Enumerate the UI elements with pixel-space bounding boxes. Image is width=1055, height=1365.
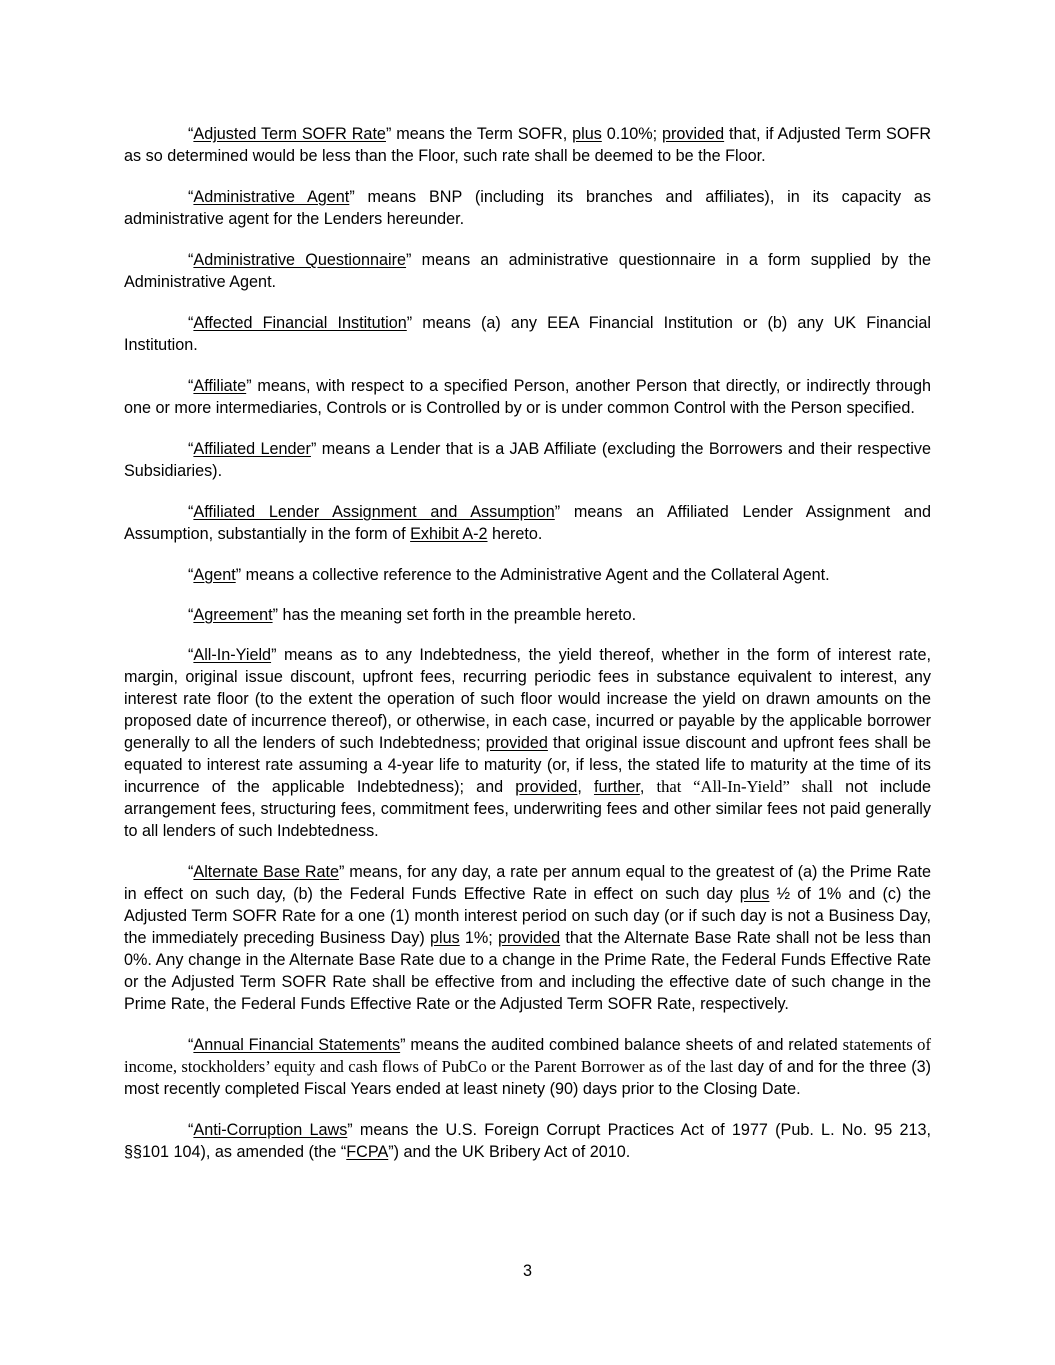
defined-term: Alternate Base Rate: [193, 863, 340, 881]
definition-all-in-yield: “All-In-Yield” means as to any Indebtedness, the yield thereof, whether in the form of interest rate, margin, original issue discount, upfront fees, recurring periodic fees in substance equivalent to interest, any interest rate floor (to the extent the operation of such floor would increase the yield on drawn amounts on the proposed date of incurrence thereof), or otherwise, in each case, incurred or payable by the applicable borrower generally to all the lenders of such Indebtedness; provided that original issue discount and upfront fees shall be equated to interest rate assuming a 4-year life to maturity (or, if less, the stated life to maturity at the time of its incurrence of the applicable Indebtedness); and provided, further, that “All-In-Yield” shall not include arrangement fees, structuring fees, commitment fees, underwriting fees and other similar fees not paid generally to all lenders of such Indebtedness.: [124, 646, 932, 840]
definition-affiliated-lender: “Affiliated Lender” means a Lender that is a JAB Affiliate (excluding the Borrowers and their respective Subsidiaries).: [124, 440, 931, 480]
defined-term: Affiliate: [193, 377, 247, 395]
definition-affiliated-lender-assignment: “Affiliated Lender Assignment and Assumption” means an Affiliated Lender Assignment and Assumption, substantially in the form of Exhibit A-2 hereto.: [124, 503, 931, 543]
page-number: 3: [522, 1262, 532, 1280]
definition-agent: “Agent” means a collective reference to the Administrative Agent and the Collateral Agent.: [188, 566, 830, 584]
exhibit-reference: Exhibit A-2: [410, 525, 488, 543]
defined-term: Administrative Questionnaire: [193, 251, 407, 269]
definition-annual-financial-statements: “Annual Financial Statements” means the audited combined balance sheets of and related statements of income, stockholders’ equity and cash flows of PubCo or the Parent Borrower as of the last day of and for the three (3) most recently completed Fiscal Years ended at least ninety (90) days prior to the Closing Date.: [124, 1035, 931, 1098]
definition-alternate-base-rate: “Alternate Base Rate” means, for any day, a rate per annum equal to the greatest of (a) the Prime Rate in effect on such day, (b) the Federal Funds Effective Rate in effect on such day plus ½ of 1% and (c) the Adjusted Term SOFR Rate for a one (1) month interest period on such day (or if such day is not a Business Day, the immediately preceding Business Day) plus 1%; provided that the Alternate Base Rate shall not be less than 0%. Any change in the Alternate Base Rate due to a change in the Prime Rate, the Federal Funds Effective Rate or the Adjusted Term SOFR Rate shall be effective from and including the effective date of such change in the Prime Rate, the Federal Funds Effective Rate or the Adjusted Term SOFR Rate, respectively.: [124, 863, 932, 1013]
defined-term: Affiliated Lender: [193, 440, 311, 458]
defined-term: Annual Financial Statements: [193, 1036, 401, 1054]
definition-administrative-questionnaire: “Administrative Questionnaire” means an administrative questionnaire in a form supplied by the Administrative Agent.: [124, 251, 932, 291]
defined-term: Agent: [193, 566, 236, 584]
definition-anti-corruption-laws: “Anti-Corruption Laws” means the U.S. Foreign Corrupt Practices Act of 1977 (Pub. L. No. 95 213, §§101 104), as amended (the “FCPA”) and the UK Bribery Act of 2010.: [124, 1121, 931, 1161]
definition-administrative-agent: “Administrative Agent” means BNP (including its branches and affiliates), in its capacity as administrative agent for the Lenders hereunder.: [124, 188, 931, 228]
defined-term: Affected Financial Institution: [193, 314, 407, 332]
defined-term: Anti-Corruption Laws: [193, 1121, 348, 1139]
definition-adjusted-term-sofr-rate: “Adjusted Term SOFR Rate” means the Term SOFR, plus 0.10%; provided that, if Adjusted Term SOFR as so determined would be less than the Floor, such rate shall be deemed to be the Floor.: [124, 125, 932, 165]
definition-agreement: “Agreement” has the meaning set forth in the preamble hereto.: [188, 606, 637, 624]
definition-affected-financial-institution: “Affected Financial Institution” means (a) any EEA Financial Institution or (b) any UK Financial Institution.: [124, 314, 931, 354]
definition-affiliate: “Affiliate” means, with respect to a specified Person, another Person that directly, or indirectly through one or more intermediaries, Controls or is Controlled by or is under common Control with the Person specified.: [124, 377, 931, 417]
defined-term: Adjusted Term SOFR Rate: [193, 125, 386, 143]
defined-term: Affiliated Lender Assignment and Assumption: [193, 503, 555, 521]
defined-term: Agreement: [193, 606, 273, 624]
defined-term: Administrative Agent: [193, 188, 350, 206]
defined-term: All-In-Yield: [193, 646, 272, 664]
definitions-section: [124, 123, 931, 1182]
